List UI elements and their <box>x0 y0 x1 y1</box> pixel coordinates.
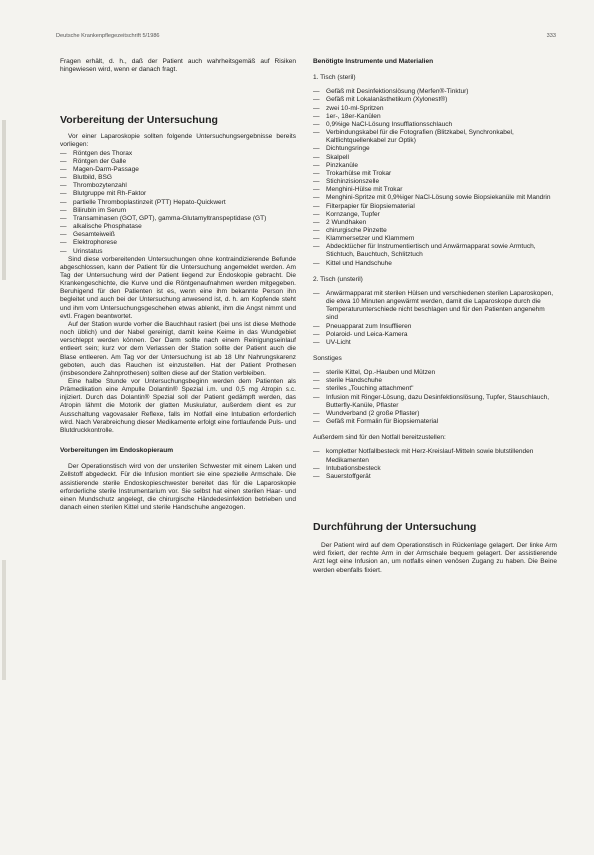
list-item: — Blutbild, BSG <box>60 174 296 182</box>
list-item: — Trokarhülse mit Trokar <box>313 170 557 178</box>
table-2-label: 2. Tisch (unsteril) <box>313 275 363 283</box>
list-item: — Menghini-Spritze mit 0,9%iger NaCl-Lösung sowie Biopsiekanüle mit Mandrin <box>313 194 557 202</box>
section-heading-procedure: Durchführung der Untersuchung <box>313 521 477 534</box>
body-paragraph: Eine halbe Stunde vor Untersuchungsbeginn werden dem Patienten als Prämedikation eine Ampulle Dolantin® Spezial i.m. und 0,5 mg Atropin s.c. injiziert. Durch das Dolantin® Spezial soll der Patient gedämpft werden, das Atropin lähmt die Motorik der glatten Muskulatur, außerdem dient es zur Ausschaltung vagovasaler Reflexe, falls im Notfall eine Intubation erforderlich wird. Nach Verabreichung dieser Medikamente erfolgt eine fortlaufende Puls- und Blutdruckkontrolle. <box>60 378 296 434</box>
body-paragraph: Auf der Station wurde vorher die Bauchhaut rasiert (bei uns ist diese Methode noch üblich) und der Nabel gereinigt, damit keine Keime in das Wundgebiet verschleppt werden können. Der Darm sollte nach einem Reinigungseinlauf entleert sein; kurz vor dem Verlassen der Station sollte der Patient auch die Blase entleeren. Am Tag vor der Untersuchung ist ab 18 Uhr Nahrungskarenz geboten, auch das Rauchen ist einzustellen. Hat der Patient Prothesen (insbesondere Zahnprothesen) sollten diese auf der Station verbleiben. <box>60 320 296 377</box>
list-item: — Dichtungsringe <box>313 145 557 153</box>
list-item: — alkalische Phosphatase <box>60 223 296 231</box>
list-item: — Polaroid- und Leica-Kamera <box>313 331 557 339</box>
section-heading-preparation: Vorbereitung der Untersuchung <box>60 114 218 127</box>
list-item: — Gefäß mit Formalin für Biopsiematerial <box>313 418 557 426</box>
prep-list <box>60 150 296 256</box>
list-item: — Sauerstoffgerät <box>313 473 557 481</box>
list-item: — Wundverband (2 große Pflaster) <box>313 410 557 418</box>
subheading-endoscopy-room: Vorbereitungen im Endoskopieraum <box>60 447 174 455</box>
list-item: — Stichinzisionszelle <box>313 178 557 186</box>
list-item: — steriles „Touching attachment" <box>313 385 557 393</box>
list-item: — Infusion mit Ringer-Lösung, dazu Desinfektionslösung, Tupfer, Stauschlauch, Butterfly-Kanüle, Pflaster <box>313 394 557 410</box>
list-item: — chirurgische Pinzette <box>313 227 557 235</box>
journal-title: Deutsche Krankenpflegezeitschrift 5/1986 <box>56 33 160 39</box>
list-item: — Gefäß mit Lokalanästhetikum (Xylonest®) <box>313 96 557 104</box>
emergency-intro: Außerdem sind für den Notfall bereitzustellen: <box>313 434 446 442</box>
list-item: — Gesamteiweiß <box>60 231 296 239</box>
list-item: — Röntgen der Galle <box>60 158 296 166</box>
list-item: — 2 Wundhaken <box>313 219 557 227</box>
list-item: — 1er-, 18er-Kanülen <box>313 113 557 121</box>
emergency-list <box>313 448 557 481</box>
list-item: — Abdecktücher für Instrumentiertisch und Anwärmapparat sowie Armtuch, Stichtuch, Bauchtuch, Schlitztuch <box>313 243 557 259</box>
list-item: — Skalpell <box>313 154 557 162</box>
list-item: — Menghini-Hülse mit Trokar <box>313 186 557 194</box>
list-item: — Filterpapier für Biopsiematerial <box>313 203 557 211</box>
misc-label: Sonstiges <box>313 355 342 362</box>
list-item: — Anwärmapparat mit sterilen Hülsen und verschiedenen sterilen Laparoskopen, die etwa 10 Minuten angewärmt werden, damit die Laparoskope durch die Temperaturunterschiede nicht beschlagen und für den Patienten angenehm sind <box>313 290 557 323</box>
right-column <box>313 58 557 575</box>
running-header <box>56 33 556 43</box>
table-1-label: 1. Tisch (steril) <box>313 74 356 82</box>
list-item: — Transaminasen (GOT, GPT), gamma-Glutamyltranspeptidase (GT) <box>60 215 296 223</box>
list-item: — sterile Handschuhe <box>313 377 557 385</box>
misc-list <box>313 369 557 426</box>
list-item: — Bilirubin im Serum <box>60 207 296 215</box>
list-item: — Gefäß mit Desinfektionslösung (Merfen®-Tinktur) <box>313 88 557 96</box>
list-item: — Thrombozytenzahl <box>60 182 296 190</box>
list-item: — kompletter Notfallbesteck mit Herz-Kreislauf-Mitteln sowie blutstillenden Medikamenten <box>313 448 557 464</box>
scan-edge-shadow <box>2 120 6 280</box>
list-item: — Kittel und Handschuhe <box>313 260 557 268</box>
body-paragraph: Sind diese vorbereitenden Untersuchungen ohne kontraindizierende Befunde abgeschlossen, kann der Patient für die Untersuchung angemeldet werden. Am Tag der Untersuchung wird der Patient liegend zur Endoskopie gebracht. Die Krankengeschichte, die Kurve und die Röntgenaufnahmen werden mitgegeben. Beruhigend für den Patienten ist es, wenn eine ihm bekannte Person ihn begleitet und auch bei der Untersuchung anwesend ist, d. h. am Kopfende steht und ihm vom Untersuchungsgeschehen etwas ablenkt, ihm die Angst nimmt und evtl. Fragen beantwortet. <box>60 255 296 320</box>
prep-intro: Vor einer Laparoskopie sollten folgende Untersuchungsergebnisse bereits vorliegen: <box>60 133 296 149</box>
body-paragraph: Der Patient wird auf dem Operationstisch in Rückenlage gelagert. Der linke Arm wird fixiert, der rechte Arm in der Armschale bequem gelagert. Der assistierende Arzt legt eine Infusion an, um notfalls einen venösen Zugang zu haben. Die Beine werden ebenfalls fixiert. <box>313 542 557 574</box>
list-item: — Pneuapparat zum Insufflieren <box>313 323 557 331</box>
list-item: — Verbindungskabel für die Fotografien (Blitzkabel, Synchronkabel, Kaltlichtquellenkabel zur Optik) <box>313 129 557 145</box>
scan-edge-shadow <box>2 560 6 680</box>
list-item: — Blutgruppe mit Rh-Faktor <box>60 190 296 198</box>
list-item: — Urinstatus <box>60 248 296 256</box>
list-item: — partielle Thromboplastinzeit (PTT) Hepato-Quickwert <box>60 199 296 207</box>
subheading-instruments: Benötigte Instrumente und Materialien <box>313 58 434 65</box>
left-column <box>60 58 296 512</box>
list-item: — UV-Licht <box>313 339 557 347</box>
list-item: — 0,9%ige NaCl-Lösung Insufflationsschlauch <box>313 121 557 129</box>
list-item: — Röntgen des Thorax <box>60 150 296 158</box>
table-1-list <box>313 88 557 267</box>
table-2-list <box>313 290 557 347</box>
page-number: 333 <box>546 33 556 39</box>
list-item: — Pinzkanüle <box>313 162 557 170</box>
list-item: — Elektrophorese <box>60 239 296 247</box>
list-item: — sterile Kittel, Op.-Hauben und Mützen <box>313 369 557 377</box>
list-item: — Klammersetzer und Klammern <box>313 235 557 243</box>
list-item: — zwei 10-ml-Spritzen <box>313 105 557 113</box>
list-item: — Kornzange, Tupfer <box>313 211 557 219</box>
body-paragraph: Der Operationstisch wird von der unsterilen Schwester mit einem Laken und Zellstoff abgedeckt. Für die Infusion montiert sie eine spezielle Armschale. Die assistierende sterile Endoskopieschwester bereitet das für die Laparoskopie erforderliche sterile Instrumentarium vor. Sie selbst hat einen sterilen Haar- und einen Mundschutz angelegt, die chirurgische Händedesinfektion betrieben und danach einen sterilen Kittel und sterile Handschuhe angezogen. <box>60 463 296 512</box>
intro-paragraph: Fragen erhält, d. h., daß der Patient auch wahrheitsgemäß auf Risiken hingewiesen wird, wenn er danach fragt. <box>60 58 296 74</box>
list-item: — Intubationsbesteck <box>313 465 557 473</box>
list-item: — Magen-Darm-Passage <box>60 166 296 174</box>
